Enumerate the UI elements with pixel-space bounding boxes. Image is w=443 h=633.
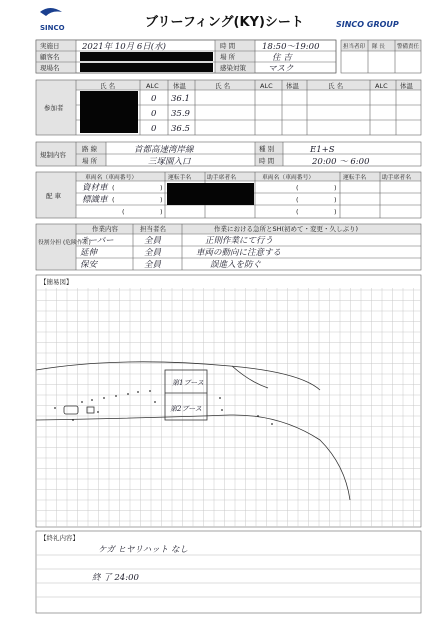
svg-text:): ) bbox=[334, 184, 337, 192]
date-label: 実施日 bbox=[40, 42, 60, 50]
client-redaction bbox=[80, 52, 213, 61]
type-value: E1+S bbox=[310, 145, 335, 155]
page-title: ブリーフィング(KY)シート bbox=[145, 15, 304, 30]
participant-2-alc: 0 bbox=[151, 109, 157, 119]
p-col-name-3: 氏 名 bbox=[328, 82, 344, 90]
p-col-temp-1: 体温 bbox=[173, 82, 186, 90]
booth2-label: 第2ブース bbox=[170, 405, 202, 413]
participants-table bbox=[36, 80, 421, 135]
sketch-area bbox=[36, 275, 421, 527]
work-table bbox=[36, 224, 421, 270]
participant-1-temp: 36.1 bbox=[171, 94, 190, 104]
w-col-3: 作業における急所とSH(初めて・変更・久しぶり) bbox=[214, 225, 359, 233]
work-3-person: 全員 bbox=[144, 260, 162, 270]
participant-1-alc: 0 bbox=[151, 94, 157, 104]
svg-text:): ) bbox=[160, 184, 163, 192]
work-1-point: 正則作業にて行う bbox=[205, 236, 274, 246]
svg-text:): ) bbox=[160, 208, 163, 216]
drivers-redaction bbox=[167, 183, 254, 205]
v-col-3: 助手席者名 bbox=[207, 175, 236, 181]
svg-text:(: ( bbox=[296, 196, 299, 204]
svg-text:): ) bbox=[334, 196, 337, 204]
route-value: 首都高速湾岸線 bbox=[134, 145, 194, 155]
time-label: 時 間 bbox=[220, 42, 236, 50]
closing-area bbox=[36, 531, 421, 613]
vehicle-sketch-icon bbox=[64, 406, 78, 414]
p-col-name-1: 氏 名 bbox=[100, 82, 116, 90]
client-label: 顧客名 bbox=[40, 53, 60, 61]
work-3-task: 保安 bbox=[80, 260, 98, 270]
regulation-table bbox=[36, 142, 421, 167]
v-col-4: 車両名（車両番号） bbox=[262, 175, 315, 181]
site-redaction bbox=[80, 63, 213, 72]
svg-text:): ) bbox=[334, 208, 337, 216]
reg-place-value: 三塚園入口 bbox=[148, 157, 191, 167]
v-col-6: 助手席者名 bbox=[382, 175, 411, 181]
time-value: 18:50～19:00 bbox=[262, 42, 320, 52]
closing-line-2: 終 了 24:00 bbox=[92, 573, 139, 583]
logo-right: SINCO GROUP bbox=[336, 20, 399, 29]
vehicle-1-name: 資材車 bbox=[82, 183, 108, 193]
infection-value: マスク bbox=[268, 64, 294, 74]
p-col-alc-2: ALC bbox=[260, 82, 273, 90]
confirm-header-3: 警備責任 bbox=[397, 44, 420, 50]
work-1-task: テーパー bbox=[80, 236, 114, 246]
work-1-person: 全員 bbox=[144, 236, 162, 246]
confirm-header-1: 担当者印 bbox=[343, 44, 366, 50]
work-2-point: 車両の動向に注意する bbox=[196, 248, 282, 258]
reg-place-label: 場 所 bbox=[82, 157, 98, 165]
booth1-label: 第1ブース bbox=[172, 379, 204, 387]
svg-text:(: ( bbox=[112, 184, 115, 192]
participant-3-temp: 36.5 bbox=[171, 124, 190, 134]
p-col-temp-2: 体温 bbox=[286, 82, 299, 90]
reg-time-value: 20:00 ～ 6:00 bbox=[312, 157, 370, 167]
p-col-name-2: 氏 名 bbox=[215, 82, 231, 90]
closing-line-1: ケガ ヒヤリハット なし bbox=[98, 545, 188, 555]
place-value: 住 吉 bbox=[272, 53, 292, 63]
type-label: 種 別 bbox=[259, 145, 275, 153]
route-label: 路 線 bbox=[82, 145, 98, 153]
participant-names-redaction bbox=[80, 91, 138, 133]
p-col-alc-1: ALC bbox=[146, 82, 159, 90]
confirm-header-2: 隊 長 bbox=[372, 44, 385, 50]
v-col-2: 運転手名 bbox=[168, 175, 192, 181]
work-2-person: 全員 bbox=[144, 248, 162, 258]
logo-left: SINCO bbox=[40, 24, 65, 32]
svg-text:(: ( bbox=[122, 208, 125, 216]
svg-text:): ) bbox=[160, 196, 163, 204]
confirm-stamps bbox=[341, 40, 421, 73]
work-label: 役割分担 (危険作業) bbox=[38, 240, 91, 246]
v-col-5: 運転手名 bbox=[343, 175, 367, 181]
participant-3-alc: 0 bbox=[151, 124, 157, 134]
reg-time-label: 時 間 bbox=[259, 157, 275, 165]
sketch-label: 【簡易図】 bbox=[40, 278, 73, 286]
closing-label: 【終礼内容】 bbox=[40, 534, 79, 542]
v-col-1: 車両名（車両番号） bbox=[85, 175, 138, 181]
sinco-logo-icon bbox=[40, 8, 65, 32]
vehicles-table bbox=[36, 172, 421, 218]
work-3-point: 誤進入を防ぐ bbox=[210, 260, 262, 270]
infection-label: 感染対策 bbox=[220, 64, 246, 72]
place-label: 場 所 bbox=[220, 53, 236, 61]
header bbox=[40, 8, 399, 32]
svg-text:(: ( bbox=[112, 196, 115, 204]
w-col-1: 作業内容 bbox=[92, 225, 118, 233]
svg-text:(: ( bbox=[296, 208, 299, 216]
info-table bbox=[36, 40, 336, 74]
participant-2-temp: 35.9 bbox=[171, 109, 190, 119]
p-col-alc-3: ALC bbox=[375, 82, 388, 90]
svg-text:(: ( bbox=[296, 184, 299, 192]
p-col-temp-3: 体温 bbox=[400, 82, 413, 90]
participants-label: 参加者 bbox=[44, 104, 64, 112]
vehicle-2-name: 標識車 bbox=[82, 195, 108, 205]
w-col-2: 担当者名 bbox=[140, 225, 166, 233]
vehicles-label: 配 車 bbox=[46, 192, 62, 200]
site-label: 現場名 bbox=[40, 64, 60, 72]
date-value: 2021年 10月 6日(水) bbox=[82, 42, 166, 52]
regulation-label: 規制内容 bbox=[40, 151, 66, 159]
work-2-task: 延伸 bbox=[80, 248, 98, 258]
